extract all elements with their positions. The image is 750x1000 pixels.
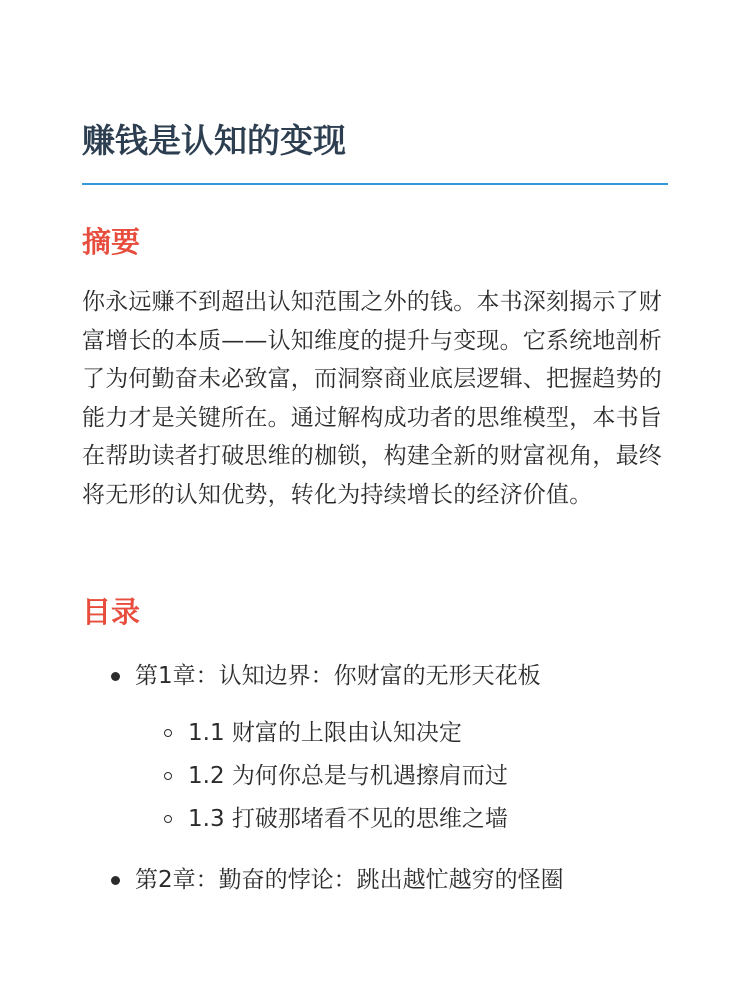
toc-chapter-1: 第1章：认知边界：你财富的无形天花板 <box>135 663 541 689</box>
toc-section-1-2: 1.2 为何你总是与机遇擦肩而过 <box>188 763 508 789</box>
bullet-circle-icon <box>164 729 172 737</box>
bullet-circle-icon <box>164 815 172 823</box>
toc-chapter-2: 第2章：勤奋的悖论：跳出越忙越穷的怪圈 <box>135 867 564 893</box>
toc-section-1-3: 1.3 打破那堵看不见的思维之墙 <box>188 806 508 832</box>
summary-heading: 摘要 <box>82 225 141 259</box>
summary-text: 你永远赚不到超出认知范围之外的钱。本书深刻揭示了财富增长的本质——认知维度的提升与变现。它系统地剖析了为何勤奋未必致富，而洞察商业底层逻辑、把握趋势的能力才是关键所在。通过解构成功者的思维模型，本书旨在帮助读者打破思维的枷锁，构建全新的财富视角，最终将无形的认知优势，转化为持续增长的经济价值。 <box>82 289 662 508</box>
title-divider <box>82 183 668 185</box>
bullet-disc-icon <box>111 876 120 885</box>
document-title: 赚钱是认知的变现 <box>82 121 346 160</box>
toc-section-1-1: 1.1 财富的上限由认知决定 <box>188 720 462 746</box>
bullet-disc-icon <box>111 672 120 681</box>
toc-heading: 目录 <box>82 595 141 629</box>
bullet-circle-icon <box>164 772 172 780</box>
